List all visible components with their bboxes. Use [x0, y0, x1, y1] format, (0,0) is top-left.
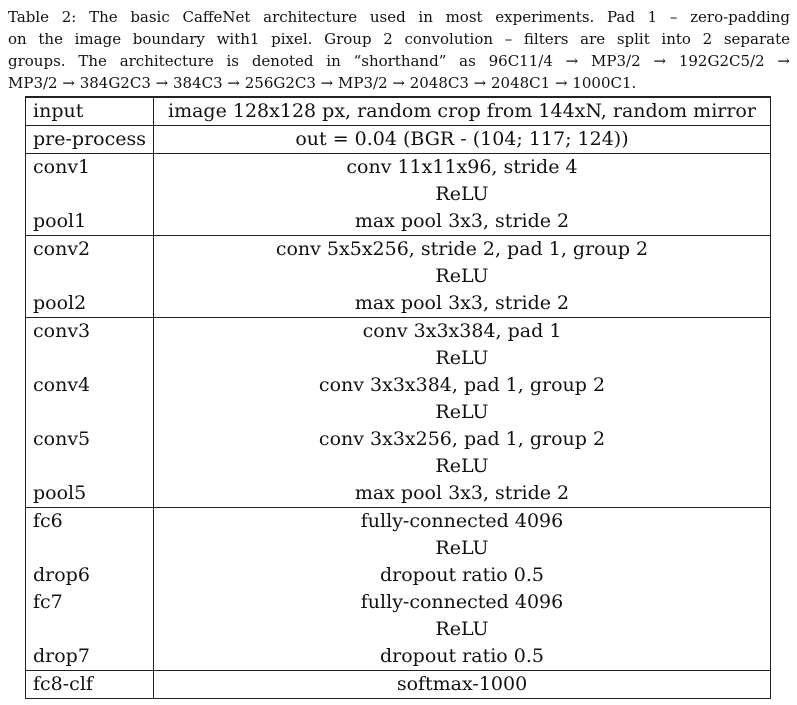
layer-operation-cell: conv 5x5x256, stride 2, pad 1, group 2 — [153, 236, 770, 264]
layer-operation-cell: conv 3x3x384, pad 1, group 2 — [153, 372, 770, 399]
table-row — [26, 290, 771, 318]
layer-name-cell — [26, 181, 154, 208]
architecture-table — [25, 96, 771, 699]
table-row — [26, 453, 771, 480]
layer-operation-cell: ReLU — [153, 535, 770, 562]
layer-name-cell — [26, 535, 154, 562]
table-row — [26, 508, 771, 536]
caption-line: Table 2: The basic CaffeNet architecture used in most experiments. Pad 1 – zero-padding — [8, 8, 790, 26]
layer-name-cell: drop6 — [26, 562, 154, 589]
table-row — [26, 126, 771, 154]
table-row — [26, 616, 771, 643]
layer-operation-cell: max pool 3x3, stride 2 — [153, 480, 770, 508]
table-row — [26, 208, 771, 236]
table-caption — [8, 6, 790, 94]
layer-name-cell — [26, 345, 154, 372]
layer-name-cell: pool5 — [26, 480, 154, 508]
layer-operation-cell: image 128x128 px, random crop from 144xN, random mirror — [153, 97, 770, 126]
layer-operation-cell: fully-connected 4096 — [153, 589, 770, 616]
table-row — [26, 562, 771, 589]
table-row — [26, 643, 771, 671]
layer-operation-cell: conv 3x3x256, pad 1, group 2 — [153, 426, 770, 453]
caption-line: groups. The architecture is denoted in “shorthand” as 96C11/4 → MP3/2 → 192G2C5/2 → — [8, 52, 790, 70]
layer-name-cell: conv5 — [26, 426, 154, 453]
table-row — [26, 480, 771, 508]
layer-operation-cell: ReLU — [153, 345, 770, 372]
layer-operation-cell: fully-connected 4096 — [153, 508, 770, 536]
table-row — [26, 181, 771, 208]
layer-operation-cell: ReLU — [153, 181, 770, 208]
table-row — [26, 589, 771, 616]
layer-name-cell — [26, 616, 154, 643]
table-row — [26, 154, 771, 182]
layer-operation-cell: ReLU — [153, 399, 770, 426]
table-row — [26, 426, 771, 453]
table-row — [26, 535, 771, 562]
table-row — [26, 97, 771, 126]
layer-name-cell: drop7 — [26, 643, 154, 671]
layer-operation-cell: ReLU — [153, 263, 770, 290]
layer-name-cell: conv1 — [26, 154, 154, 182]
layer-operation-cell: max pool 3x3, stride 2 — [153, 290, 770, 318]
layer-operation-cell: conv 3x3x384, pad 1 — [153, 318, 770, 346]
table-row — [26, 236, 771, 264]
table-row — [26, 671, 771, 699]
architecture-table-body — [26, 97, 771, 699]
caption-line: MP3/2 → 384G2C3 → 384C3 → 256G2C3 → MP3/2 → 2048C3 → 2048C1 → 1000C1. — [8, 74, 637, 92]
table-row — [26, 399, 771, 426]
table-row — [26, 345, 771, 372]
layer-operation-cell: dropout ratio 0.5 — [153, 562, 770, 589]
layer-name-cell: fc6 — [26, 508, 154, 536]
layer-name-cell: input — [26, 97, 154, 126]
layer-name-cell — [26, 399, 154, 426]
table-row — [26, 372, 771, 399]
table-row — [26, 263, 771, 290]
layer-name-cell: fc8-clf — [26, 671, 154, 699]
layer-name-cell: pre-process — [26, 126, 154, 154]
layer-operation-cell: dropout ratio 0.5 — [153, 643, 770, 671]
caption-line: on the image boundary with1 pixel. Group 2 convolution – filters are split into 2 separate — [8, 30, 790, 48]
layer-operation-cell: out = 0.04 (BGR - (104; 117; 124)) — [153, 126, 770, 154]
layer-name-cell: conv2 — [26, 236, 154, 264]
layer-name-cell: conv3 — [26, 318, 154, 346]
layer-name-cell: conv4 — [26, 372, 154, 399]
layer-operation-cell: ReLU — [153, 453, 770, 480]
layer-operation-cell: max pool 3x3, stride 2 — [153, 208, 770, 236]
layer-name-cell — [26, 263, 154, 290]
layer-name-cell: fc7 — [26, 589, 154, 616]
layer-operation-cell: ReLU — [153, 616, 770, 643]
layer-name-cell — [26, 453, 154, 480]
table-row — [26, 318, 771, 346]
layer-name-cell: pool1 — [26, 208, 154, 236]
layer-operation-cell: softmax-1000 — [153, 671, 770, 699]
layer-name-cell: pool2 — [26, 290, 154, 318]
layer-operation-cell: conv 11x11x96, stride 4 — [153, 154, 770, 182]
